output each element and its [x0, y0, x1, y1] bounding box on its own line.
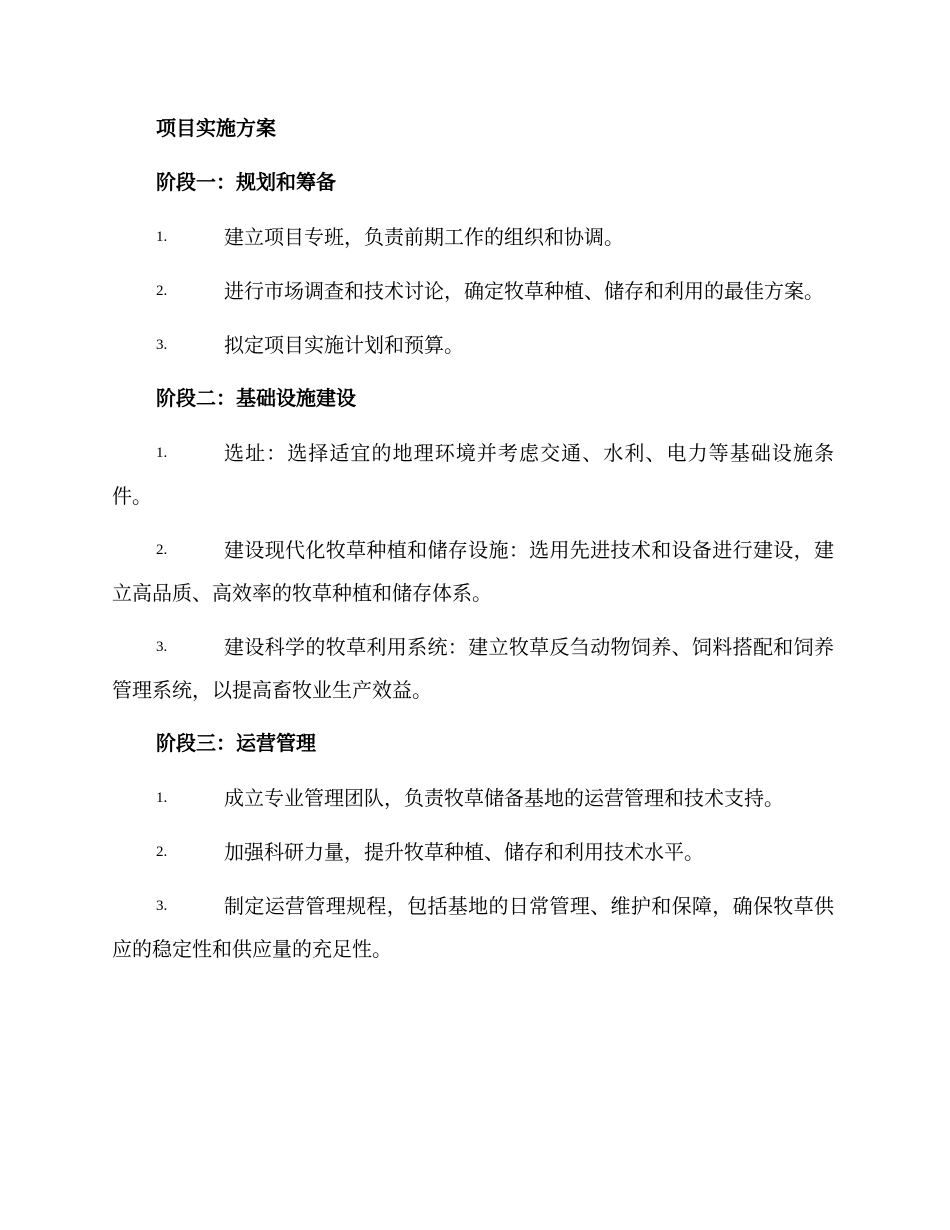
list-item: [112, 885, 834, 971]
stage-heading-3: 阶段三：运营管理: [156, 731, 316, 755]
stage-heading-1: 阶段一：规划和筹备: [156, 170, 336, 194]
list-number: 3.: [156, 898, 168, 914]
list-item-text: 拟定项目实施计划和预算。: [224, 333, 464, 357]
document-page: [112, 108, 834, 982]
list-item: [112, 432, 834, 518]
list-number: 2.: [156, 283, 168, 299]
list-item-text: 选址：选择适宜的地理环境并考虑交通、水利、电力等基础设施条件。: [112, 441, 834, 508]
list-number: 2.: [156, 844, 168, 860]
document-title: 项目实施方案: [156, 116, 276, 140]
list-item-text: 制定运营管理规程，包括基地的日常管理、维护和保障，确保牧草供应的稳定性和供应量的充足性。: [112, 894, 834, 961]
list-item: [112, 324, 834, 367]
list-item-text: 加强科研力量，提升牧草种植、储存和利用技术水平。: [224, 840, 704, 864]
stage-heading-2: 阶段二：基础设施建设: [156, 386, 356, 410]
list-item: [112, 216, 834, 259]
list-item-text: 进行市场调查和技术讨论，确定牧草种植、储存和利用的最佳方案。: [224, 279, 824, 303]
list-item: [112, 831, 834, 874]
list-number: 3.: [156, 639, 168, 655]
list-item-text: 建立项目专班，负责前期工作的组织和协调。: [224, 225, 624, 249]
list-item: [112, 777, 834, 820]
list-number: 1.: [156, 790, 168, 806]
list-number: 1.: [156, 229, 168, 245]
list-item: [112, 626, 834, 712]
list-item-text: 成立专业管理团队，负责牧草储备基地的运营管理和技术支持。: [224, 786, 784, 810]
list-item: [112, 529, 834, 615]
list-item-text: 建设现代化牧草种植和储存设施：选用先进技术和设备进行建设，建立高品质、高效率的牧草种植和储存体系。: [112, 538, 834, 605]
list-number: 2.: [156, 542, 168, 558]
list-number: 3.: [156, 337, 168, 353]
list-item-text: 建设科学的牧草利用系统：建立牧草反刍动物饲养、饲料搭配和饲养管理系统，以提高畜牧业生产效益。: [112, 635, 834, 702]
list-item: [112, 270, 834, 313]
list-number: 1.: [156, 445, 168, 461]
